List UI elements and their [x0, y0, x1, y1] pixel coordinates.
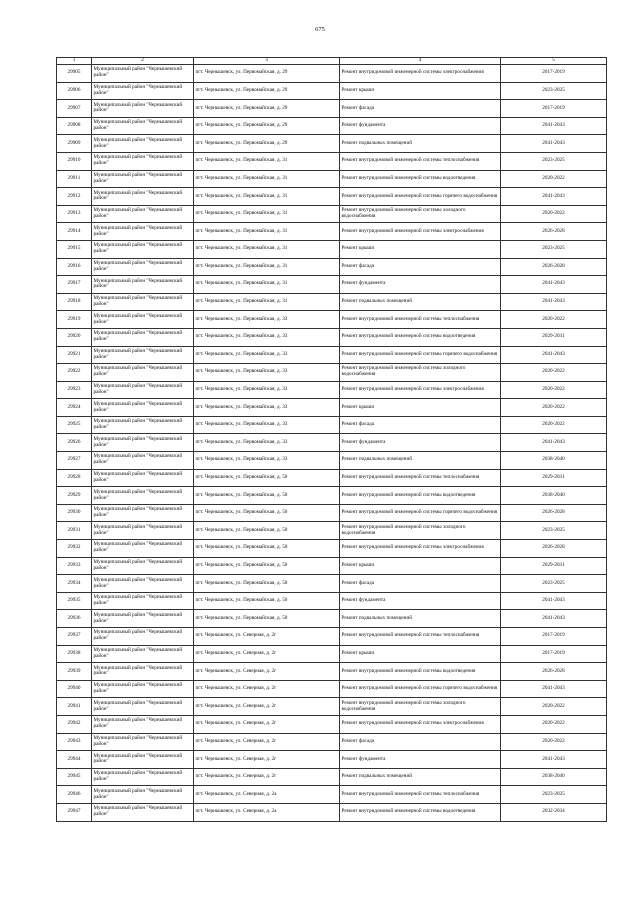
- column-header-4: 4: [340, 58, 501, 65]
- work-type-cell: Ремонт внутридомовой инженерной системы горячего водоснабжения: [340, 188, 501, 206]
- row-number: 29926: [57, 434, 92, 452]
- work-type-cell: Ремонт внутридомовой инженерной системы горячего водоснабжения: [340, 346, 501, 364]
- address-cell: пгт. Чернышевск, ул. Первомайская, д. 50: [194, 557, 340, 575]
- table-row: [57, 117, 607, 135]
- row-number: 29944: [57, 751, 92, 769]
- work-type-cell: Ремонт фасада: [340, 733, 501, 751]
- table-row: [57, 715, 607, 733]
- address-cell: пгт. Чернышевск, ул. Первомайская, д. 50: [194, 592, 340, 610]
- address-cell: пгт. Чернышевск, ул. Первомайская, д. 31: [194, 188, 340, 206]
- municipality-cell: Муниципальный район "Чернышевский район": [92, 469, 194, 487]
- row-number: 29941: [57, 698, 92, 716]
- address-cell: пгт. Чернышевск, ул. Северная, д. 2г: [194, 680, 340, 698]
- row-number: 29907: [57, 100, 92, 118]
- work-type-cell: Ремонт фасада: [340, 416, 501, 434]
- table-row: [57, 399, 607, 417]
- column-header-3: 3: [194, 58, 340, 65]
- period-cell: 2038-2040: [501, 768, 607, 786]
- row-number: 29942: [57, 715, 92, 733]
- work-type-cell: Ремонт внутридомовой инженерной системы холодного водоснабжения: [340, 698, 501, 716]
- row-number: 29943: [57, 733, 92, 751]
- period-cell: 2041-2043: [501, 680, 607, 698]
- address-cell: пгт. Чернышевск, ул. Первомайская, д. 50: [194, 610, 340, 628]
- row-number: 29935: [57, 592, 92, 610]
- period-cell: 2041-2043: [501, 276, 607, 294]
- municipality-cell: Муниципальный район "Чернышевский район": [92, 293, 194, 311]
- row-number: 29911: [57, 170, 92, 188]
- period-cell: 2023-2025: [501, 82, 607, 100]
- address-cell: пгт. Чернышевск, ул. Первомайская, д. 33: [194, 416, 340, 434]
- work-type-cell: Ремонт крыши: [340, 399, 501, 417]
- work-type-cell: Ремонт внутридомовой инженерной системы холодного водоснабжения: [340, 205, 501, 223]
- work-type-cell: Ремонт внутридомовой инженерной системы водоотведения: [340, 803, 501, 821]
- table-row: [57, 504, 607, 522]
- address-cell: пгт. Чернышевск, ул. Северная, д. 2г: [194, 751, 340, 769]
- row-number: 29940: [57, 680, 92, 698]
- work-type-cell: Ремонт крыши: [340, 82, 501, 100]
- period-cell: 2038-2040: [501, 487, 607, 505]
- address-cell: пгт. Чернышевск, ул. Первомайская, д. 29: [194, 65, 340, 83]
- row-number: 29931: [57, 522, 92, 540]
- period-cell: 2029-2031: [501, 328, 607, 346]
- address-cell: пгт. Чернышевск, ул. Северная, д. 2г: [194, 663, 340, 681]
- period-cell: 2017-2019: [501, 645, 607, 663]
- table-row: [57, 768, 607, 786]
- address-cell: пгт. Чернышевск, ул. Первомайская, д. 31: [194, 258, 340, 276]
- period-cell: 2041-2043: [501, 592, 607, 610]
- row-number: 29934: [57, 575, 92, 593]
- work-type-cell: Ремонт подвальных помещений: [340, 452, 501, 470]
- row-number: 29923: [57, 381, 92, 399]
- period-cell: 2029-2031: [501, 469, 607, 487]
- address-cell: пгт. Чернышевск, ул. Первомайская, д. 29: [194, 135, 340, 153]
- municipality-cell: Муниципальный район "Чернышевский район": [92, 540, 194, 558]
- table-row: [57, 100, 607, 118]
- work-type-cell: Ремонт фундамента: [340, 117, 501, 135]
- work-type-cell: Ремонт внутридомовой инженерной системы водоотведения: [340, 487, 501, 505]
- table-row: [57, 434, 607, 452]
- municipality-cell: Муниципальный район "Чернышевский район": [92, 223, 194, 241]
- work-type-cell: Ремонт фасада: [340, 258, 501, 276]
- work-type-cell: Ремонт подвальных помещений: [340, 293, 501, 311]
- address-cell: пгт. Чернышевск, ул. Северная, д. 2г: [194, 768, 340, 786]
- row-number: 29906: [57, 82, 92, 100]
- work-type-cell: Ремонт крыши: [340, 557, 501, 575]
- row-number: 29928: [57, 469, 92, 487]
- address-cell: пгт. Чернышевск, ул. Северная, д. 2г: [194, 645, 340, 663]
- work-type-cell: Ремонт подвальных помещений: [340, 768, 501, 786]
- work-type-cell: Ремонт фундамента: [340, 434, 501, 452]
- address-cell: пгт. Чернышевск, ул. Первомайская, д. 33: [194, 452, 340, 470]
- period-cell: 2041-2043: [501, 346, 607, 364]
- row-number: 29938: [57, 645, 92, 663]
- period-cell: 2020-2022: [501, 170, 607, 188]
- table-row: [57, 205, 607, 223]
- row-number: 29937: [57, 628, 92, 646]
- row-number: 29939: [57, 663, 92, 681]
- period-cell: 2020-2022: [501, 698, 607, 716]
- table-row: [57, 293, 607, 311]
- work-type-cell: Ремонт внутридомовой инженерной системы электроснабжения: [340, 540, 501, 558]
- row-number: 29920: [57, 328, 92, 346]
- row-number: 29933: [57, 557, 92, 575]
- address-cell: пгт. Чернышевск, ул. Первомайская, д. 33: [194, 434, 340, 452]
- address-cell: пгт. Чернышевск, ул. Первомайская, д. 31: [194, 276, 340, 294]
- table-row: [57, 733, 607, 751]
- municipality-cell: Муниципальный район "Чернышевский район": [92, 592, 194, 610]
- municipality-cell: Муниципальный район "Чернышевский район": [92, 504, 194, 522]
- period-cell: 2041-2043: [501, 751, 607, 769]
- table-row: [57, 311, 607, 329]
- address-cell: пгт. Чернышевск, ул. Первомайская, д. 50: [194, 487, 340, 505]
- work-type-cell: Ремонт внутридомовой инженерной системы водоотведения: [340, 328, 501, 346]
- municipality-cell: Муниципальный район "Чернышевский район": [92, 276, 194, 294]
- municipality-cell: Муниципальный район "Чернышевский район": [92, 170, 194, 188]
- period-cell: 2026-2028: [501, 258, 607, 276]
- column-header-1: 1: [57, 58, 92, 65]
- address-cell: пгт. Чернышевск, ул. Северная, д. 2а: [194, 803, 340, 821]
- municipality-cell: Муниципальный район "Чернышевский район": [92, 117, 194, 135]
- table-row: [57, 381, 607, 399]
- address-cell: пгт. Чернышевск, ул. Первомайская, д. 33: [194, 311, 340, 329]
- row-number: 29909: [57, 135, 92, 153]
- work-type-cell: Ремонт фасада: [340, 100, 501, 118]
- municipality-cell: Муниципальный район "Чернышевский район": [92, 381, 194, 399]
- table-row: [57, 258, 607, 276]
- address-cell: пгт. Чернышевск, ул. Первомайская, д. 33: [194, 381, 340, 399]
- table-row: [57, 645, 607, 663]
- table-row: [57, 328, 607, 346]
- municipality-cell: Муниципальный район "Чернышевский район": [92, 610, 194, 628]
- address-cell: пгт. Чернышевск, ул. Первомайская, д. 50: [194, 504, 340, 522]
- table-row: [57, 522, 607, 540]
- row-number: 29927: [57, 452, 92, 470]
- municipality-cell: Муниципальный район "Чернышевский район": [92, 751, 194, 769]
- municipality-cell: Муниципальный район "Чернышевский район": [92, 575, 194, 593]
- municipality-cell: Муниципальный район "Чернышевский район": [92, 768, 194, 786]
- table-row: [57, 65, 607, 83]
- period-cell: 2020-2022: [501, 205, 607, 223]
- address-cell: пгт. Чернышевск, ул. Первомайская, д. 50: [194, 575, 340, 593]
- repair-schedule-table: [56, 57, 607, 822]
- work-type-cell: Ремонт внутридомовой инженерной системы горячего водоснабжения: [340, 680, 501, 698]
- work-type-cell: Ремонт фундамента: [340, 276, 501, 294]
- work-type-cell: Ремонт внутридомовой инженерной системы горячего водоснабжения: [340, 504, 501, 522]
- table-row: [57, 575, 607, 593]
- period-cell: 2041-2043: [501, 117, 607, 135]
- table-row: [57, 680, 607, 698]
- municipality-cell: Муниципальный район "Чернышевский район": [92, 240, 194, 258]
- work-type-cell: Ремонт внутридомовой инженерной системы электроснабжения: [340, 223, 501, 241]
- municipality-cell: Муниципальный район "Чернышевский район": [92, 487, 194, 505]
- row-number: 29918: [57, 293, 92, 311]
- row-number: 29905: [57, 65, 92, 83]
- municipality-cell: Муниципальный район "Чернышевский район": [92, 152, 194, 170]
- work-type-cell: Ремонт внутридомовой инженерной системы электроснабжения: [340, 65, 501, 83]
- period-cell: 2017-2019: [501, 65, 607, 83]
- municipality-cell: Муниципальный район "Чернышевский район": [92, 258, 194, 276]
- period-cell: 2041-2043: [501, 610, 607, 628]
- table-row: [57, 240, 607, 258]
- table-row: [57, 469, 607, 487]
- period-cell: 2041-2043: [501, 293, 607, 311]
- period-cell: 2029-2031: [501, 557, 607, 575]
- address-cell: пгт. Чернышевск, ул. Первомайская, д. 29: [194, 100, 340, 118]
- row-number: 29945: [57, 768, 92, 786]
- municipality-cell: Муниципальный район "Чернышевский район": [92, 680, 194, 698]
- period-cell: 2038-2040: [501, 452, 607, 470]
- period-cell: 2020-2022: [501, 381, 607, 399]
- table-row: [57, 346, 607, 364]
- address-cell: пгт. Чернышевск, ул. Северная, д. 2а: [194, 786, 340, 804]
- table-row: [57, 786, 607, 804]
- municipality-cell: Муниципальный район "Чернышевский район": [92, 399, 194, 417]
- work-type-cell: Ремонт внутридомовой инженерной системы теплоснабжения: [340, 152, 501, 170]
- address-cell: пгт. Чернышевск, ул. Первомайская, д. 50: [194, 522, 340, 540]
- address-cell: пгт. Чернышевск, ул. Северная, д. 2г: [194, 628, 340, 646]
- municipality-cell: Муниципальный район "Чернышевский район": [92, 628, 194, 646]
- period-cell: 2041-2043: [501, 434, 607, 452]
- period-cell: 2023-2025: [501, 575, 607, 593]
- row-number: 29910: [57, 152, 92, 170]
- period-cell: 2017-2019: [501, 628, 607, 646]
- municipality-cell: Муниципальный район "Чернышевский район": [92, 786, 194, 804]
- table-row: [57, 487, 607, 505]
- work-type-cell: Ремонт внутридомовой инженерной системы теплоснабжения: [340, 786, 501, 804]
- work-type-cell: Ремонт фундамента: [340, 592, 501, 610]
- municipality-cell: Муниципальный район "Чернышевский район": [92, 803, 194, 821]
- period-cell: 2020-2022: [501, 311, 607, 329]
- row-number: 29930: [57, 504, 92, 522]
- municipality-cell: Муниципальный район "Чернышевский район": [92, 100, 194, 118]
- period-cell: 2020-2022: [501, 715, 607, 733]
- page-number: 675: [315, 26, 325, 33]
- work-type-cell: Ремонт крыши: [340, 240, 501, 258]
- work-type-cell: Ремонт внутридомовой инженерной системы холодного водоснабжения: [340, 364, 501, 382]
- column-header-2: 2: [92, 58, 194, 65]
- column-header-5: 5: [501, 58, 607, 65]
- work-type-cell: Ремонт внутридомовой инженерной системы холодного водоснабжения: [340, 522, 501, 540]
- table-row: [57, 416, 607, 434]
- period-cell: 2020-2022: [501, 416, 607, 434]
- row-number: 29913: [57, 205, 92, 223]
- address-cell: пгт. Чернышевск, ул. Первомайская, д. 29: [194, 82, 340, 100]
- municipality-cell: Муниципальный район "Чернышевский район": [92, 698, 194, 716]
- work-type-cell: Ремонт внутридомовой инженерной системы теплоснабжения: [340, 311, 501, 329]
- period-cell: 2026-2028: [501, 223, 607, 241]
- period-cell: 2026-2028: [501, 540, 607, 558]
- municipality-cell: Муниципальный район "Чернышевский район": [92, 346, 194, 364]
- period-cell: 2041-2043: [501, 135, 607, 153]
- row-number: 29915: [57, 240, 92, 258]
- municipality-cell: Муниципальный район "Чернышевский район": [92, 434, 194, 452]
- row-number: 29922: [57, 364, 92, 382]
- work-type-cell: Ремонт фундамента: [340, 751, 501, 769]
- row-number: 29919: [57, 311, 92, 329]
- period-cell: 2020-2022: [501, 733, 607, 751]
- municipality-cell: Муниципальный район "Чернышевский район": [92, 522, 194, 540]
- address-cell: пгт. Чернышевск, ул. Первомайская, д. 33: [194, 399, 340, 417]
- table-row: [57, 452, 607, 470]
- address-cell: пгт. Чернышевск, ул. Первомайская, д. 31: [194, 223, 340, 241]
- municipality-cell: Муниципальный район "Чернышевский район": [92, 364, 194, 382]
- period-cell: 2032-2034: [501, 803, 607, 821]
- address-cell: пгт. Чернышевск, ул. Первомайская, д. 31: [194, 205, 340, 223]
- row-number: 29921: [57, 346, 92, 364]
- table-row: [57, 540, 607, 558]
- row-number: 29914: [57, 223, 92, 241]
- table-row: [57, 188, 607, 206]
- period-cell: 2017-2019: [501, 100, 607, 118]
- municipality-cell: Муниципальный район "Чернышевский район": [92, 663, 194, 681]
- work-type-cell: Ремонт внутридомовой инженерной системы водоотведения: [340, 170, 501, 188]
- work-type-cell: Ремонт крыши: [340, 645, 501, 663]
- work-type-cell: Ремонт подвальных помещений: [340, 135, 501, 153]
- municipality-cell: Муниципальный район "Чернышевский район": [92, 557, 194, 575]
- municipality-cell: Муниципальный район "Чернышевский район": [92, 82, 194, 100]
- row-number: 29924: [57, 399, 92, 417]
- address-cell: пгт. Чернышевск, ул. Северная, д. 2г: [194, 698, 340, 716]
- work-type-cell: Ремонт внутридомовой инженерной системы электроснабжения: [340, 381, 501, 399]
- table-row: [57, 152, 607, 170]
- period-cell: 2026-2028: [501, 663, 607, 681]
- row-number: 29929: [57, 487, 92, 505]
- municipality-cell: Муниципальный район "Чернышевский район": [92, 205, 194, 223]
- municipality-cell: Муниципальный район "Чернышевский район": [92, 416, 194, 434]
- row-number: 29925: [57, 416, 92, 434]
- address-cell: пгт. Чернышевск, ул. Первомайская, д. 33: [194, 364, 340, 382]
- period-cell: 2023-2025: [501, 786, 607, 804]
- municipality-cell: Муниципальный район "Чернышевский район": [92, 135, 194, 153]
- municipality-cell: Муниципальный район "Чернышевский район": [92, 452, 194, 470]
- row-number: 29932: [57, 540, 92, 558]
- address-cell: пгт. Чернышевск, ул. Первомайская, д. 50: [194, 540, 340, 558]
- address-cell: пгт. Чернышевск, ул. Северная, д. 2г: [194, 733, 340, 751]
- table-row: [57, 628, 607, 646]
- municipality-cell: Муниципальный район "Чернышевский район": [92, 311, 194, 329]
- period-cell: 2023-2025: [501, 240, 607, 258]
- table-row: [57, 276, 607, 294]
- address-cell: пгт. Чернышевск, ул. Первомайская, д. 31: [194, 152, 340, 170]
- table-row: [57, 751, 607, 769]
- work-type-cell: Ремонт внутридомовой инженерной системы теплоснабжения: [340, 628, 501, 646]
- table-row: [57, 557, 607, 575]
- table-row: [57, 364, 607, 382]
- municipality-cell: Муниципальный район "Чернышевский район": [92, 733, 194, 751]
- period-cell: 2026-2028: [501, 504, 607, 522]
- row-number: 29912: [57, 188, 92, 206]
- address-cell: пгт. Чернышевск, ул. Первомайская, д. 31: [194, 240, 340, 258]
- period-cell: 2023-2025: [501, 522, 607, 540]
- table-row: [57, 135, 607, 153]
- address-cell: пгт. Чернышевск, ул. Первомайская, д. 29: [194, 117, 340, 135]
- address-cell: пгт. Чернышевск, ул. Первомайская, д. 31: [194, 293, 340, 311]
- period-cell: 2041-2043: [501, 188, 607, 206]
- header-row: [57, 58, 607, 65]
- work-type-cell: Ремонт фасада: [340, 575, 501, 593]
- row-number: 29936: [57, 610, 92, 628]
- municipality-cell: Муниципальный район "Чернышевский район": [92, 188, 194, 206]
- period-cell: 2023-2025: [501, 152, 607, 170]
- table-row: [57, 82, 607, 100]
- table-row: [57, 592, 607, 610]
- table-row: [57, 170, 607, 188]
- address-cell: пгт. Чернышевск, ул. Первомайская, д. 31: [194, 170, 340, 188]
- work-type-cell: Ремонт внутридомовой инженерной системы теплоснабжения: [340, 469, 501, 487]
- work-type-cell: Ремонт внутридомовой инженерной системы электроснабжения: [340, 715, 501, 733]
- row-number: 29946: [57, 786, 92, 804]
- address-cell: пгт. Чернышевск, ул. Первомайская, д. 33: [194, 346, 340, 364]
- municipality-cell: Муниципальный район "Чернышевский район": [92, 645, 194, 663]
- period-cell: 2020-2022: [501, 399, 607, 417]
- address-cell: пгт. Чернышевск, ул. Первомайская, д. 33: [194, 328, 340, 346]
- work-type-cell: Ремонт внутридомовой инженерной системы водоотведения: [340, 663, 501, 681]
- table-row: [57, 223, 607, 241]
- row-number: 29908: [57, 117, 92, 135]
- row-number: 29916: [57, 258, 92, 276]
- municipality-cell: Муниципальный район "Чернышевский район": [92, 328, 194, 346]
- address-cell: пгт. Чернышевск, ул. Первомайская, д. 50: [194, 469, 340, 487]
- table-row: [57, 803, 607, 821]
- table-body: [57, 65, 607, 822]
- table-row: [57, 610, 607, 628]
- municipality-cell: Муниципальный район "Чернышевский район": [92, 715, 194, 733]
- municipality-cell: Муниципальный район "Чернышевский район": [92, 65, 194, 83]
- work-type-cell: Ремонт подвальных помещений: [340, 610, 501, 628]
- row-number: 29947: [57, 803, 92, 821]
- row-number: 29917: [57, 276, 92, 294]
- period-cell: 2020-2022: [501, 364, 607, 382]
- address-cell: пгт. Чернышевск, ул. Северная, д. 2г: [194, 715, 340, 733]
- table-row: [57, 698, 607, 716]
- table-row: [57, 663, 607, 681]
